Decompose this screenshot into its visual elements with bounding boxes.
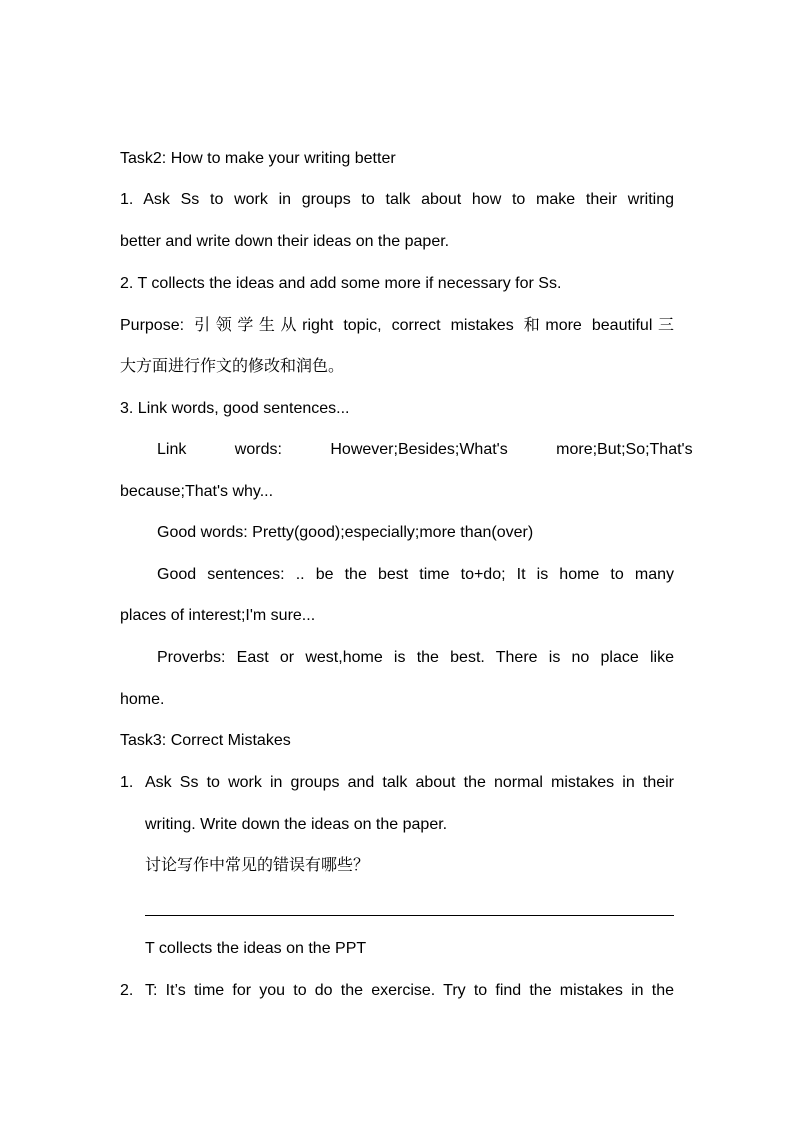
answer-blank-line [145, 915, 674, 916]
task2-heading: Task2: How to make your writing better [120, 150, 396, 167]
proverbs-line2: home. [120, 691, 165, 708]
task2-item1-line2: better and write down their ideas on the paper. [120, 233, 450, 250]
task2-item1-line1: 1. Ask Ss to work in groups to talk about how to make their writing [120, 191, 674, 208]
proverbs-line1: Proverbs: East or west,home is the best. There is no place like [157, 649, 674, 666]
task3-item1-line1: Ask Ss to work in groups and talk about the normal mistakes in their [145, 774, 674, 791]
task3-item2-number: 2. [120, 982, 134, 999]
task3-item2-line1: T: It’s time for you to do the exercise. Try to find the mistakes in the [145, 982, 674, 999]
task3-item1-question: 讨论写作中常见的错误有哪些？ [145, 857, 370, 874]
good-sentences-line2: places of interest;I'm sure... [120, 607, 316, 624]
good-words: Good words: Pretty(good);especially;more than(over) [157, 524, 534, 541]
task2-item2: 2. T collects the ideas and add some more if necessary for Ss. [120, 275, 562, 292]
task3-item1-number: 1. [120, 774, 134, 791]
purpose-line2: 大方面进行作文的修改和润色。 [120, 358, 345, 375]
link-words-line2: because;That's why... [120, 483, 274, 500]
link-words-line1: Link words: However;Besides;What's more;But;So;That's [157, 441, 693, 458]
purpose-line1: Purpose: 引领学生从right topic, correct mistakes 和more beautiful三 [120, 317, 674, 334]
task2-item3: 3. Link words, good sentences... [120, 400, 350, 417]
task3-item1-line2: writing. Write down the ideas on the paper. [145, 816, 448, 833]
task3-item1-after-rule: T collects the ideas on the PPT [145, 940, 367, 957]
good-sentences-line1: Good sentences: .. be the best time to+do; It is home to many [157, 566, 674, 583]
task3-heading: Task3: Correct Mistakes [120, 732, 291, 749]
